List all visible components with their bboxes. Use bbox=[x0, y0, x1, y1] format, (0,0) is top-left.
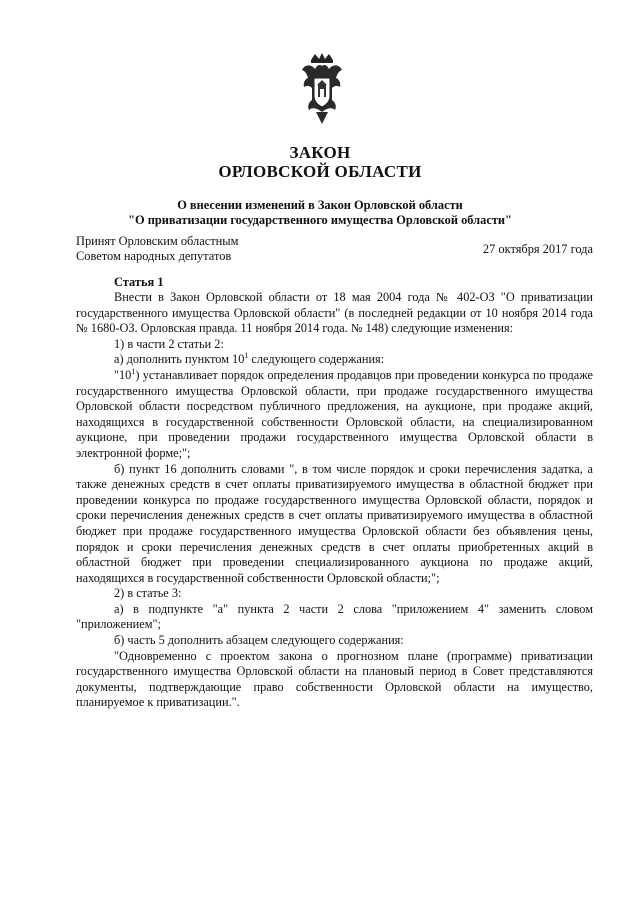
item-1a-quote: "$10^1$) устанавливает порядок определения продавцов при проведении конкурса по продаже государственного имущества Орловской области, при продаже государственного имущества Орловской области посредством публичного предложения, на аукционе, при продаже акций, находящихся в государственной собственности Орловской области, на специализированном аукционе, при проведении продажи государственного имущества Орловской области в электронной форме;"; bbox=[76, 366, 593, 460]
coat-of-arms-emblem bbox=[299, 52, 345, 128]
adoption-authority bbox=[76, 234, 238, 264]
law-subtitle-line1: О внесении изменений в Закон Орловской области bbox=[177, 198, 463, 212]
law-title: ЗАКОН bbox=[289, 143, 351, 162]
article-body bbox=[76, 290, 593, 711]
item-2: 2) в статье 3: bbox=[114, 586, 182, 601]
item-1: 1) в части 2 статьи 2: bbox=[114, 336, 224, 351]
law-subtitle-line2: "О приватизации государственного имущества Орловской области" bbox=[128, 213, 512, 227]
item-2b: б) часть 5 дополнить абзацем следующего содержания: bbox=[114, 633, 404, 648]
adoption-line2: Советом народных депутатов bbox=[76, 249, 232, 263]
law-region-title: ОРЛОВСКОЙ ОБЛАСТИ bbox=[218, 162, 422, 181]
adoption-line1: Принят Орловским областным bbox=[76, 234, 239, 248]
item-2b-quote: "Одновременно с проектом закона о прогнозном плане (программе) приватизации государственного имущества Орловской области на плановый период в Совет представляются документы, подтверждающие право собственности Орловской области на имущество, планируемое к приватизации.". bbox=[76, 648, 593, 710]
item-1b: б) пункт 16 дополнить словами ", в том числе порядок и сроки перечисления задатка, а также денежных средств в счет оплаты приватизируемого имущества в областной бюджет при проведении конкурса по продаже государственного имущества Орловской области, порядок и сроки перечисления денежных средств в счет оплаты приватизируемого имущества в областной бюджет при продаже государственного имущества Орловской области без объявления цены, порядок и сроки перечисления денежных средств в счет оплаты приобретенных акций в областной бюджет при проведении специализированного аукциона по продаже акций, находящихся в государственной собственности Орловской области;"; bbox=[76, 461, 593, 585]
adoption-date: 27 октября 2017 года bbox=[482, 242, 593, 256]
item-1a: а) дополнить пунктом $10^1$ следующего содержания: bbox=[114, 351, 385, 367]
article-heading: Статья 1 bbox=[114, 275, 164, 289]
article-intro: Внести в Закон Орловской области от 18 мая 2004 года № 402-ОЗ "О приватизации государственного имущества Орловской области" (в последней редакции от 10 ноября 2014 года № 1680-ОЗ. Орловская правда. 11 ноября 2014 года. № 148) следующие изменения: bbox=[76, 290, 593, 336]
item-2a: а) в подпункте "а" пункта 2 части 2 слова "приложением 4" заменить словом "приложением"; bbox=[76, 601, 593, 632]
